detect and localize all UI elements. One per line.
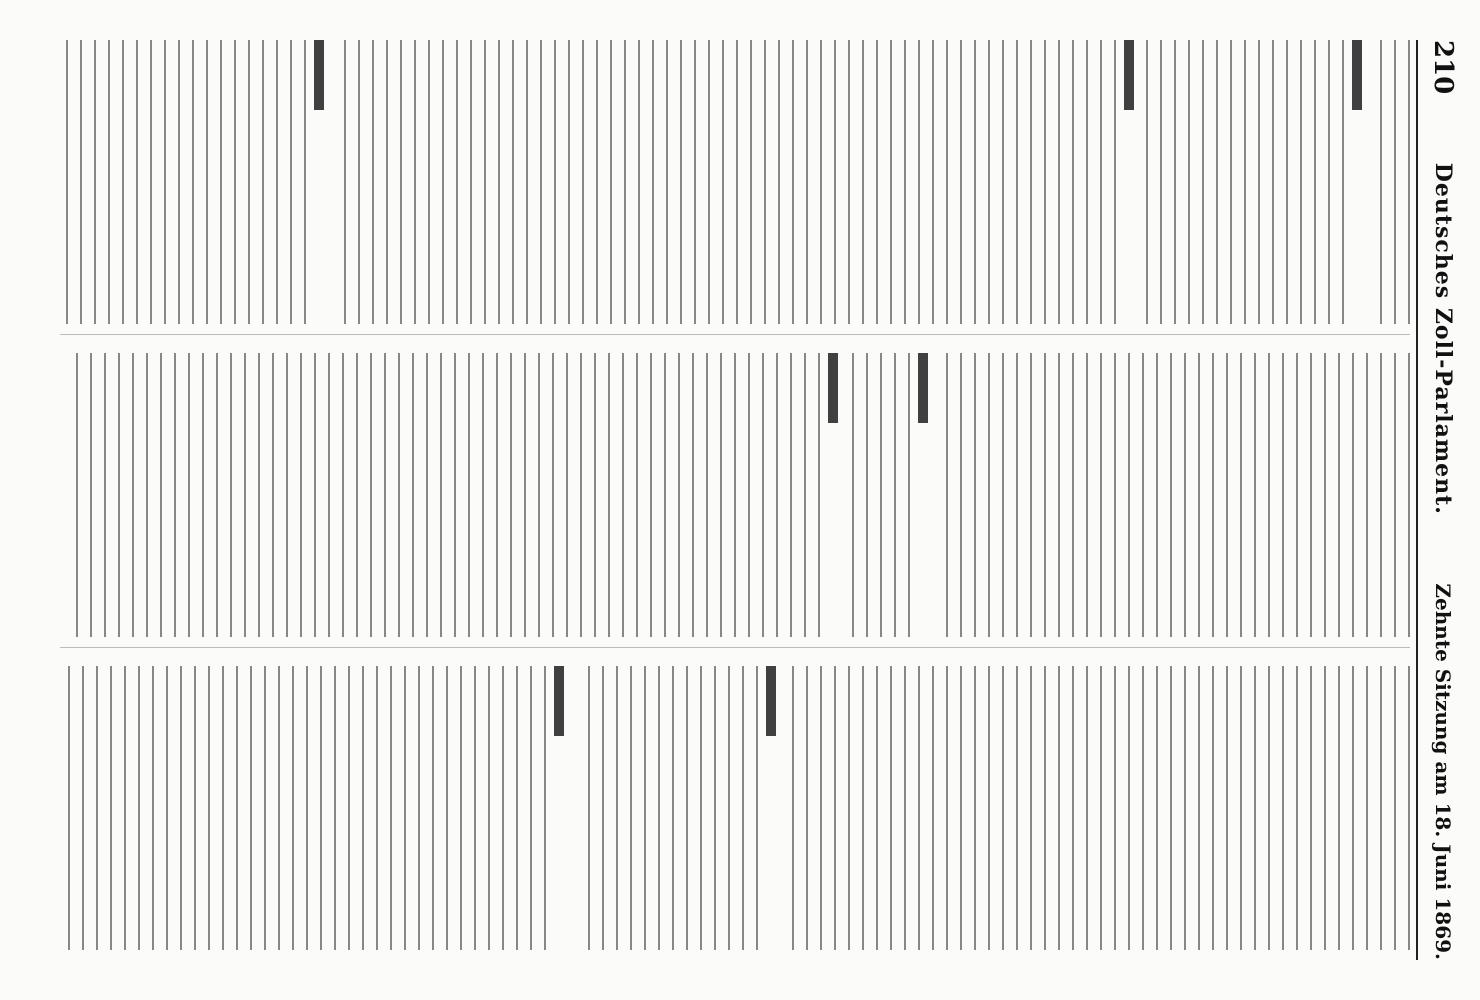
text-block bbox=[790, 666, 1410, 950]
left-column bbox=[60, 40, 1410, 335]
speaker-heading bbox=[766, 666, 776, 736]
speaker-heading bbox=[828, 353, 838, 423]
text-block bbox=[66, 666, 546, 950]
speaker-heading bbox=[314, 40, 324, 110]
text-block bbox=[850, 353, 910, 637]
text-block bbox=[336, 40, 1116, 324]
text-block bbox=[578, 666, 758, 950]
speaker-heading bbox=[1124, 40, 1134, 110]
text-block bbox=[70, 353, 820, 637]
text-columns bbox=[60, 40, 1410, 960]
text-block bbox=[66, 40, 306, 324]
speaker-heading bbox=[918, 353, 928, 423]
session-date: Zehnte Sitzung am 18. Juni 1869. bbox=[1431, 583, 1455, 960]
running-head bbox=[1416, 40, 1468, 960]
middle-column bbox=[60, 353, 1410, 648]
text-block bbox=[1370, 40, 1410, 324]
text-block bbox=[1144, 40, 1344, 324]
page-number: 210 bbox=[1428, 40, 1458, 95]
speaker-heading bbox=[1352, 40, 1362, 110]
speaker-heading bbox=[554, 666, 564, 736]
text-block bbox=[940, 353, 1410, 637]
publication-title: Deutsches Zoll-Parlament. bbox=[1430, 162, 1456, 515]
right-column bbox=[60, 666, 1410, 960]
